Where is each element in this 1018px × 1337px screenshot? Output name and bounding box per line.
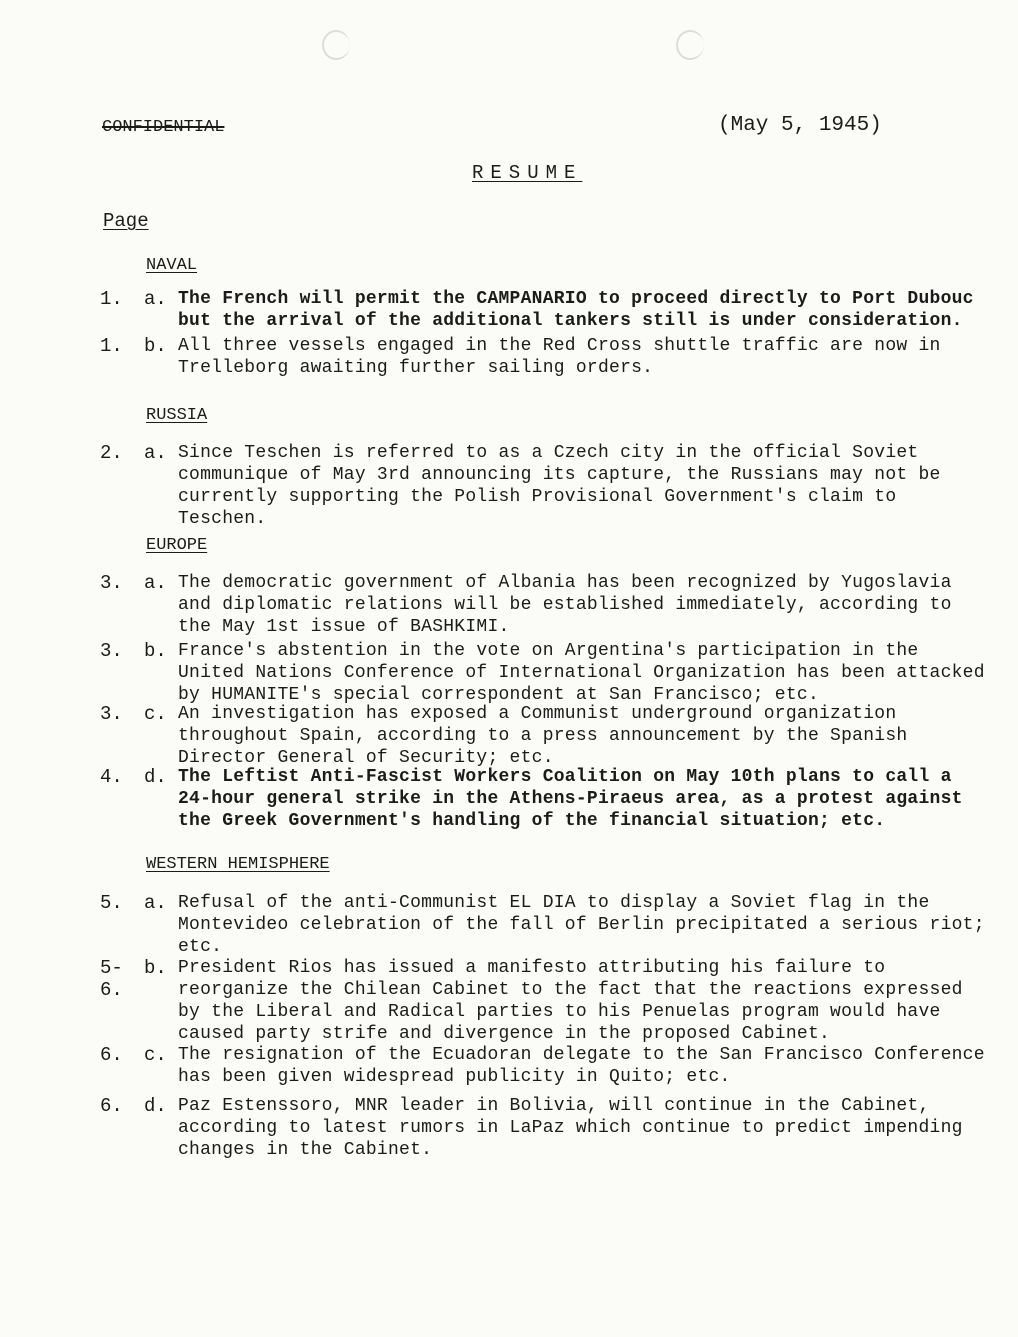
item-letter: b.: [144, 335, 167, 357]
item-page-number: 6.: [100, 1044, 123, 1066]
item-letter: a.: [144, 442, 167, 464]
item-text: The Leftist Anti-Fascist Workers Coalition on May 10th plans to call a 24-hour general strike in the Athens-Piraeus area, as a protest against the Greek Government's handling of the financial situation; etc.: [178, 767, 963, 831]
document-title: RESUME: [472, 162, 583, 184]
item-text: Refusal of the anti-Communist EL DIA to display a Soviet flag in the Montevideo celebration of the fall of Berlin precipitated a serious riot; etc.: [178, 893, 985, 957]
section-heading-western-hemisphere: WESTERN HEMISPHERE: [146, 855, 330, 874]
item-letter: b.: [144, 640, 167, 662]
section-heading-naval: NAVAL: [146, 256, 198, 275]
item-page-number: 1.: [100, 288, 123, 310]
item-text: An investigation has exposed a Communist underground organization throughout Spain, according to a press announcement by the Spanish Director General of Security; etc.: [178, 704, 908, 768]
item-text: France's abstention in the vote on Argentina's participation in the United Nations Conference of International Organization has been attacked by HUMANITE's special correspondent at San Francisco; etc.: [178, 641, 985, 705]
item-letter: d.: [144, 766, 167, 788]
item-text: The democratic government of Albania has been recognized by Yugoslavia and diplomatic relations will be established immediately, according to the May 1st issue of BASHKIMI.: [178, 573, 952, 637]
item-text: President Rios has issued a manifesto attributing his failure to reorganize the Chilean Cabinet to the fact that the reactions expressed by the Liberal and Radical parties to his Penuelas program would have caused party strife and divergence in the proposed Cabinet.: [178, 958, 963, 1044]
item-text: All three vessels engaged in the Red Cross shuttle traffic are now in Trelleborg awaiting further sailing orders.: [178, 336, 941, 378]
item-text: The French will permit the CAMPANARIO to proceed directly to Port Dubouc but the arrival of the additional tankers still is under consideration.: [178, 289, 974, 331]
classification-mark: CONFIDENTIAL: [102, 118, 225, 137]
document-date: (May 5, 1945): [718, 114, 882, 137]
page-column-header: Page: [103, 210, 149, 232]
item-letter: b.: [144, 957, 167, 979]
item-letter: d.: [144, 1095, 167, 1117]
punch-hole-left: [322, 30, 350, 60]
item-letter: a.: [144, 572, 167, 594]
item-letter: c.: [144, 703, 167, 725]
item-text: The resignation of the Ecuadoran delegate to the San Francisco Conference has been given widespread publicity in Quito; etc.: [178, 1045, 985, 1087]
punch-hole-right: [676, 30, 704, 60]
section-heading-europe: EUROPE: [146, 536, 208, 555]
item-page-number: 3.: [100, 640, 123, 662]
item-page-number: 1.: [100, 335, 123, 357]
item-page-number: 6.: [100, 1095, 123, 1117]
section-heading-russia: RUSSIA: [146, 406, 208, 425]
item-page-number: 4.: [100, 766, 123, 788]
item-page-number: 2.: [100, 442, 123, 464]
item-letter: c.: [144, 1044, 167, 1066]
item-page-number: 5.: [100, 892, 123, 914]
item-letter: a.: [144, 288, 167, 310]
item-text: Since Teschen is referred to as a Czech city in the official Soviet communique of May 3rd announcing its capture, the Russians may not be currently supporting the Polish Provisional Government's claim to Teschen.: [178, 443, 941, 529]
item-letter: a.: [144, 892, 167, 914]
item-page-number: 3.: [100, 572, 123, 594]
item-page-number: 5- 6.: [100, 957, 123, 1001]
item-text: Paz Estenssoro, MNR leader in Bolivia, will continue in the Cabinet, according to latest rumors in LaPaz which continue to predict impending changes in the Cabinet.: [178, 1096, 963, 1160]
item-page-number: 3.: [100, 703, 123, 725]
